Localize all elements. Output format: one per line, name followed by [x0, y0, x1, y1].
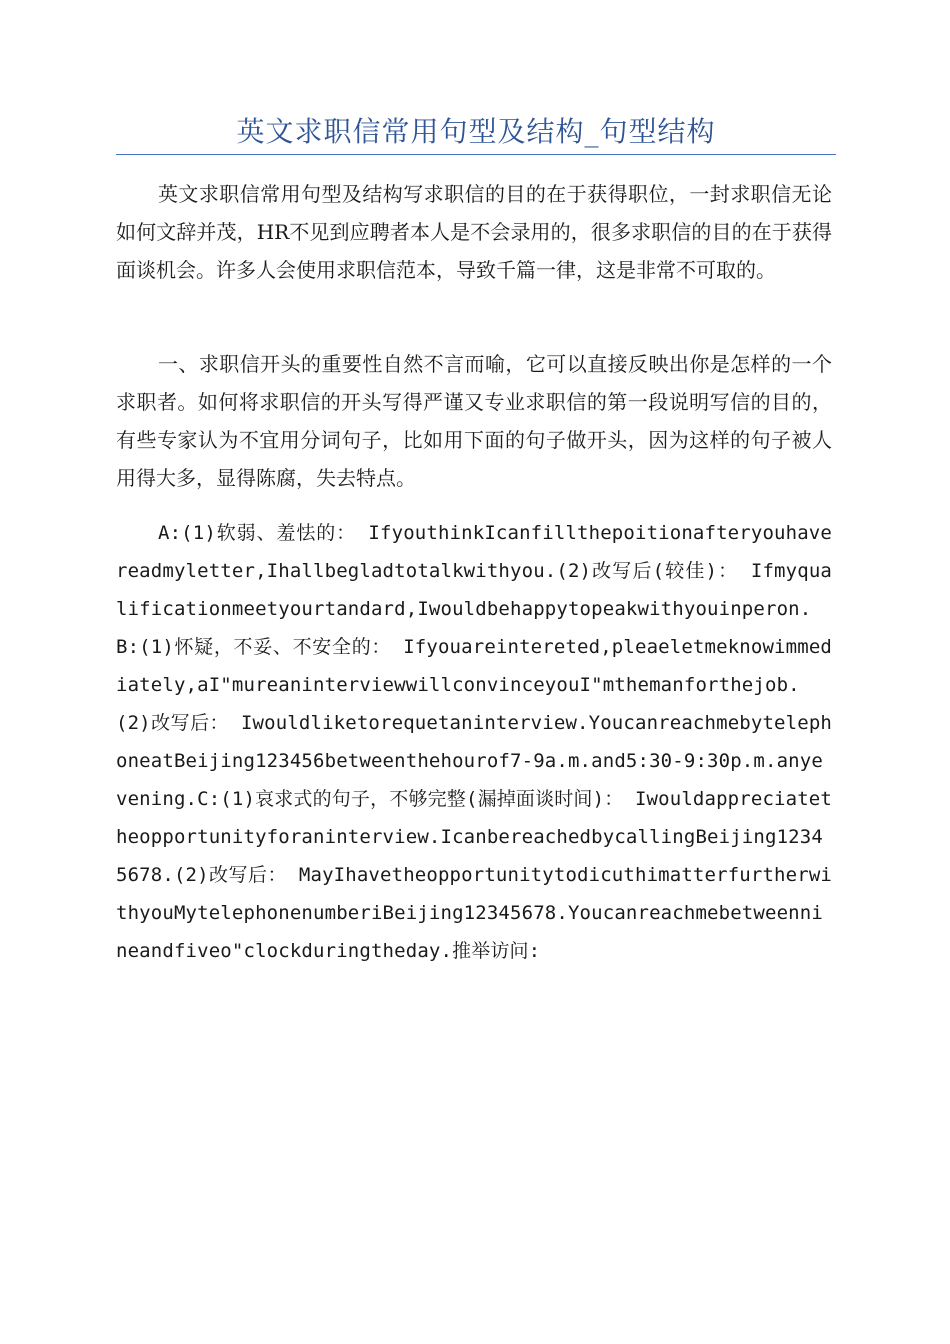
- document-title: 英文求职信常用句型及结构_句型结构: [236, 115, 716, 148]
- paragraph-examples: A:(1)软弱、羞怯的： IfyouthinkIcanfillthepoitionafteryouhavereadmyletter,Ihallbegladtotalkwithyou.(2)改写后(较佳)： Ifmyqualificationmeetyourtandard,Iwouldbehappytopeakwithyouinperon.B:(1)怀疑，不妥、不安全的： Ifyouareintereted,pleaeletmeknowimmediately,aI"mureaninterviewwillconvinceyouI"mthemanforthejob.(2)改写后： Iwouldliketorequetaninterview.YoucanreachmebytelephoneatBeijing123456betweenthehourof7-9a.m.and5:30-9:30p.m.anyevening.C:(1)哀求式的句子，不够完整(漏掉面谈时间)： Iwouldappreciatetheopportunityforaninterview.IcanbereachedbycallingBeijing12345678.(2)改写后： MayIhavetheopportunitytodicuthimatterfurtherwithyouMytelephonenumberiBeijing12345678.Youcanreachmebetweennineandfiveo"clockduringtheday.推举访问:: [116, 522, 832, 962]
- paragraph-opening-importance: 一、求职信开头的重要性自然不言而喻，它可以直接反映出你是怎样的一个求职者。如何将求职信的开头写得严谨又专业求职信的第一段说明写信的目的，有些专家认为不宜用分词句子，比如用下面的句子做开头，因为这样的句子被人用得大多，显得陈腐，失去特点。: [116, 352, 832, 490]
- paragraph-intro: 英文求职信常用句型及结构写求职信的目的在于获得职位，一封求职信无论如何文辞并茂，HR不见到应聘者本人是不会录用的，很多求职信的目的在于获得面谈机会。许多人会使用求职信范本，导致千篇一律，这是非常不可取的。: [116, 182, 832, 282]
- title-underline: [116, 154, 836, 155]
